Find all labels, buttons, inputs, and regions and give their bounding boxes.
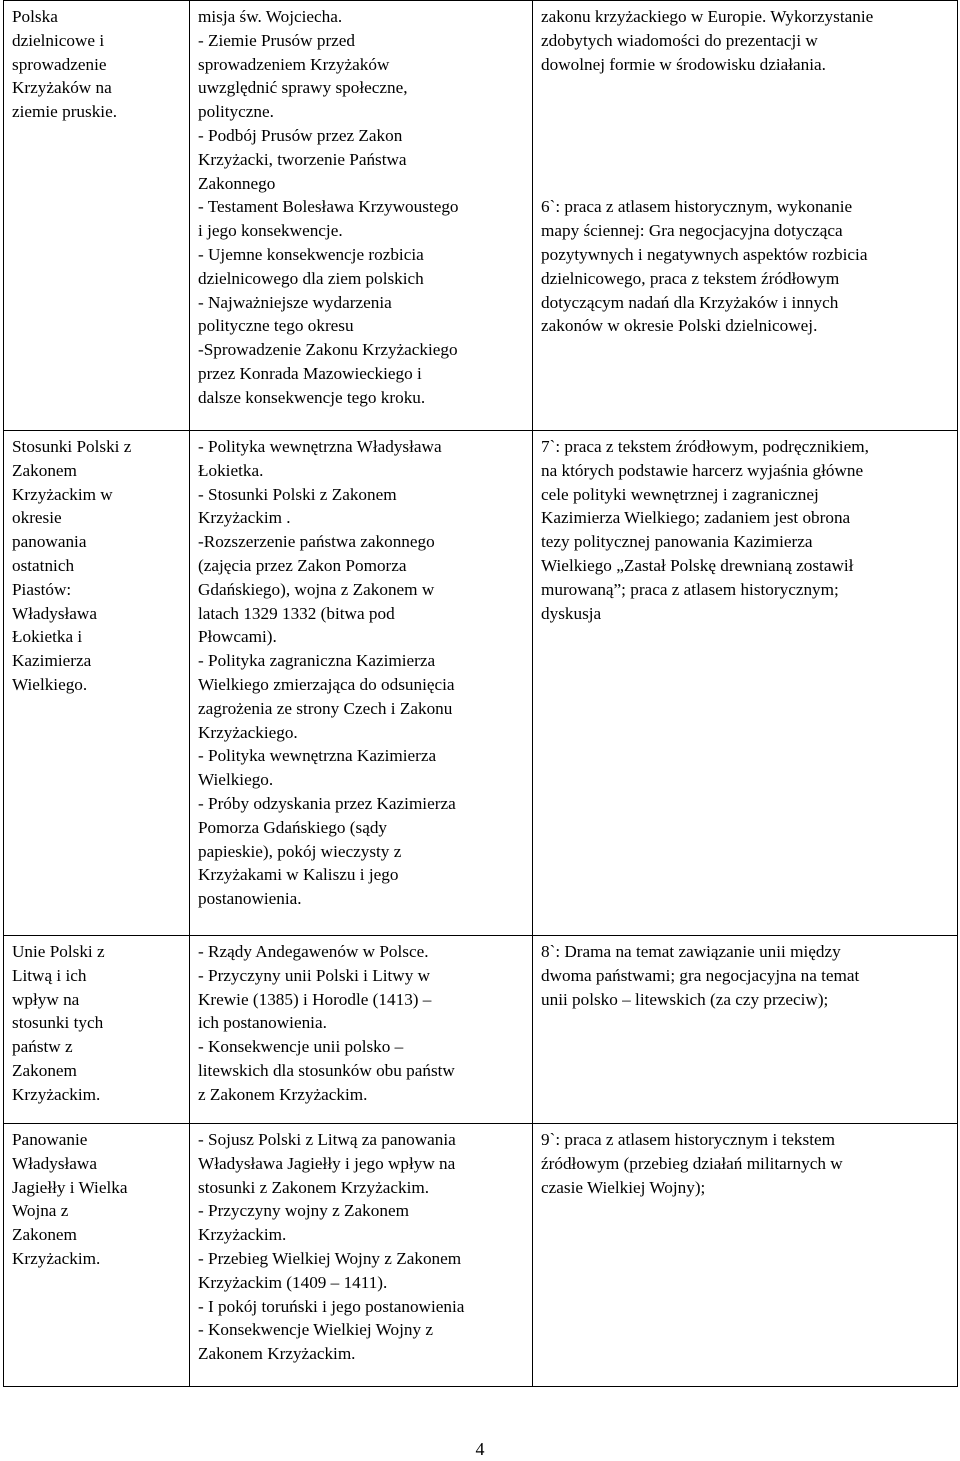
- activities-cell: [533, 1, 958, 431]
- content-line: - Stosunki Polski z Zakonem: [198, 484, 397, 504]
- activities-line: cele polityki wewnętrznej i zagranicznej: [541, 484, 819, 504]
- content-line: z Zakonem Krzyżackim.: [198, 1084, 368, 1104]
- content-line: - Polityka zagraniczna Kazimierza: [198, 651, 436, 671]
- topic-line: Unie Polski z: [12, 942, 105, 961]
- activities-line: 7`: praca z tekstem źródłowym, podręcznikiem,: [541, 437, 869, 456]
- activities-line: dotyczącym nadań dla Krzyżaków i innych: [541, 292, 839, 312]
- topic-line: Litwą i ich: [12, 965, 87, 985]
- activities-line: 9`: praca z atlasem historycznym i tekstem: [541, 1130, 835, 1149]
- activities-cell: [533, 936, 958, 1124]
- activities-line: [541, 100, 949, 124]
- content-cell: [190, 1, 533, 431]
- content-line: Wielkiego zmierzająca do odsunięcia: [198, 674, 455, 694]
- content-line: -Sprowadzenie Zakonu Krzyżackiego: [198, 340, 458, 360]
- content-line: - Ujemne konsekwencje rozbicia: [198, 244, 424, 264]
- activities-line: 8`: Drama na temat zawiązanie unii między: [541, 942, 841, 961]
- topic-line: Zakonem: [12, 460, 77, 480]
- content-line: dalsze konsekwencje tego kroku.: [198, 387, 426, 407]
- topic-cell: [4, 431, 190, 936]
- content-line: Płowcami).: [198, 627, 277, 647]
- content-line: - Ziemie Prusów przed: [198, 30, 356, 50]
- topic-line: Łokietka i: [12, 627, 83, 647]
- topic-line: okresie: [12, 508, 62, 528]
- content-line: przez Konrada Mazowieckiego i: [198, 363, 422, 383]
- topic-line: stosunki tych: [12, 1013, 104, 1033]
- activities-line: zakonów w okresie Polski dzielnicowej.: [541, 316, 818, 336]
- topic-line: Piastów:: [12, 579, 72, 599]
- content-line: Władysława Jagiełły i jego wpływ na: [198, 1153, 456, 1173]
- topic-line: Władysława: [12, 603, 97, 623]
- content-line: - Konsekwencje unii polsko –: [198, 1037, 404, 1057]
- topic-line: Zakonem: [12, 1225, 77, 1245]
- content-line: Wielkiego.: [198, 770, 274, 790]
- activities-line: dwoma państwami; gra negocjacyjna na temat: [541, 965, 860, 985]
- page-number: 4: [475, 1439, 485, 1459]
- activities-line: 6`: praca z atlasem historycznym, wykonanie: [541, 197, 853, 217]
- topic-line: Wojna z: [12, 1201, 69, 1221]
- topic-line: Zakonem: [12, 1060, 77, 1080]
- content-line: dzielnicowego dla ziem polskich: [198, 268, 424, 288]
- content-line: Zakonem Krzyżackim.: [198, 1344, 356, 1364]
- activities-line: [541, 148, 949, 172]
- content-line: i jego konsekwencje.: [198, 221, 343, 241]
- content-cell: [190, 936, 533, 1124]
- topic-line: Stosunki Polski z: [12, 437, 132, 456]
- content-line: ich postanowienia.: [198, 1013, 327, 1033]
- content-line: postanowienia.: [198, 889, 302, 909]
- topic-line: państw z: [12, 1037, 73, 1057]
- content-cell: [190, 1124, 533, 1387]
- content-line: polityczne tego okresu: [198, 316, 354, 336]
- topic-line: Krzyżackim w: [12, 484, 113, 504]
- topic-line: ziemie pruskie.: [12, 102, 117, 122]
- activities-line: czasie Wielkiej Wojny);: [541, 1177, 706, 1197]
- topic-line: Wielkiego.: [12, 674, 88, 694]
- content-line: Łokietka.: [198, 460, 264, 480]
- content-line: Krzyżackiego.: [198, 722, 298, 742]
- activities-line: [541, 124, 949, 148]
- content-line: Pomorza Gdańskiego (sądy: [198, 817, 388, 837]
- content-line: - Przyczyny wojny z Zakonem: [198, 1201, 409, 1221]
- topic-line: Polska: [12, 7, 58, 26]
- activities-line: Wielkiego „Zastał Polskę drewnianą zostawił: [541, 555, 854, 575]
- topic-line: Krzyżackim.: [12, 1084, 101, 1104]
- content-line: litewskich dla stosunków obu państw: [198, 1060, 455, 1080]
- content-line: - Przebieg Wielkiej Wojny z Zakonem: [198, 1248, 462, 1268]
- content-line: (zajęcia przez Zakon Pomorza: [198, 555, 407, 575]
- topic-line: Władysława: [12, 1153, 97, 1173]
- content-line: - Polityka wewnętrzna Władysława: [198, 437, 442, 456]
- topic-line: Jagiełły i Wielka: [12, 1177, 128, 1197]
- topic-line: Krzyżaków na: [12, 78, 112, 98]
- content-line: Krzyżackim.: [198, 1225, 287, 1245]
- content-line: - Testament Bolesława Krzywoustego: [198, 197, 459, 217]
- activities-line: [541, 172, 949, 196]
- activities-line: murowaną”; praca z atlasem historycznym;: [541, 579, 839, 599]
- table-row: [4, 431, 958, 936]
- content-line: - I pokój toruński i jego postanowienia: [198, 1296, 465, 1316]
- content-line: - Sojusz Polski z Litwą za panowania: [198, 1130, 456, 1149]
- content-line: polityczne.: [198, 102, 274, 122]
- topic-line: ostatnich: [12, 555, 75, 575]
- topic-line: dzielnicowe i: [12, 30, 105, 50]
- topic-line: Krzyżackim.: [12, 1248, 101, 1268]
- content-line: - Polityka wewnętrzna Kazimierza: [198, 746, 437, 766]
- content-line: -Rozszerzenie państwa zakonnego: [198, 532, 435, 552]
- topic-cell: [4, 1, 190, 431]
- content-line: - Rządy Andegawenów w Polsce.: [198, 942, 429, 961]
- activities-line: dzielnicowego, praca z tekstem źródłowym: [541, 268, 840, 288]
- activities-line: źródłowym (przebieg działań militarnych w: [541, 1153, 843, 1173]
- activities-line: mapy ściennej: Gra negocjacyjna dotycząca: [541, 221, 843, 241]
- content-line: - Przyczyny unii Polski i Litwy w: [198, 965, 431, 985]
- content-line: - Najważniejsze wydarzenia: [198, 292, 392, 312]
- activities-line: dyskusja: [541, 603, 602, 623]
- content-line: - Podbój Prusów przez Zakon: [198, 125, 403, 145]
- topic-line: Kazimierza: [12, 651, 92, 671]
- activities-line: [541, 76, 949, 100]
- activities-line: zakonu krzyżackiego w Europie. Wykorzystanie: [541, 7, 874, 26]
- content-line: misja św. Wojciecha.: [198, 7, 343, 26]
- topic-line: wpływ na: [12, 989, 80, 1009]
- activities-line: zdobytych wiadomości do prezentacji w: [541, 30, 818, 50]
- table-row: [4, 1, 958, 431]
- activities-line: tezy politycznej panowania Kazimierza: [541, 532, 813, 552]
- content-cell: [190, 431, 533, 936]
- content-line: zagrożenia ze strony Czech i Zakonu: [198, 698, 453, 718]
- activities-cell: [533, 431, 958, 936]
- content-line: uwzględnić sprawy społeczne,: [198, 78, 408, 98]
- content-line: Krzyżackim .: [198, 508, 291, 528]
- activities-line: Kazimierza Wielkiego; zadaniem jest obrona: [541, 508, 851, 528]
- activities-line: pozytywnych i negatywnych aspektów rozbicia: [541, 244, 868, 264]
- topic-line: panowania: [12, 532, 87, 552]
- content-line: Krzyżacki, tworzenie Państwa: [198, 149, 407, 169]
- content-line: Krzyżakami w Kaliszu i jego: [198, 865, 399, 885]
- topic-line: sprowadzenie: [12, 54, 107, 74]
- content-line: latach 1329 1332 (bitwa pod: [198, 603, 395, 623]
- content-line: - Próby odzyskania przez Kazimierza: [198, 793, 456, 813]
- content-line: papieskie), pokój wieczysty z: [198, 841, 402, 861]
- content-line: sprowadzeniem Krzyżaków: [198, 54, 390, 74]
- content-line: stosunki z Zakonem Krzyżackim.: [198, 1177, 430, 1197]
- curriculum-table: [3, 0, 958, 1387]
- topic-line: Panowanie: [12, 1130, 88, 1149]
- activities-line: na których podstawie harcerz wyjaśnia główne: [541, 460, 864, 480]
- table-row: [4, 936, 958, 1124]
- content-line: Gdańskiego), wojna z Zakonem w: [198, 579, 435, 599]
- activities-line: unii polsko – litewskich (za czy przeciw);: [541, 989, 829, 1009]
- topic-cell: [4, 1124, 190, 1387]
- content-line: Krzyżackim (1409 – 1411).: [198, 1272, 388, 1292]
- table-row: [4, 1124, 958, 1387]
- activities-cell: [533, 1124, 958, 1387]
- activities-line: dowolnej formie w środowisku działania.: [541, 54, 826, 74]
- content-line: Krewie (1385) i Horodle (1413) –: [198, 989, 432, 1009]
- content-line: Zakonnego: [198, 173, 276, 193]
- topic-cell: [4, 936, 190, 1124]
- content-line: - Konsekwencje Wielkiej Wojny z: [198, 1320, 433, 1340]
